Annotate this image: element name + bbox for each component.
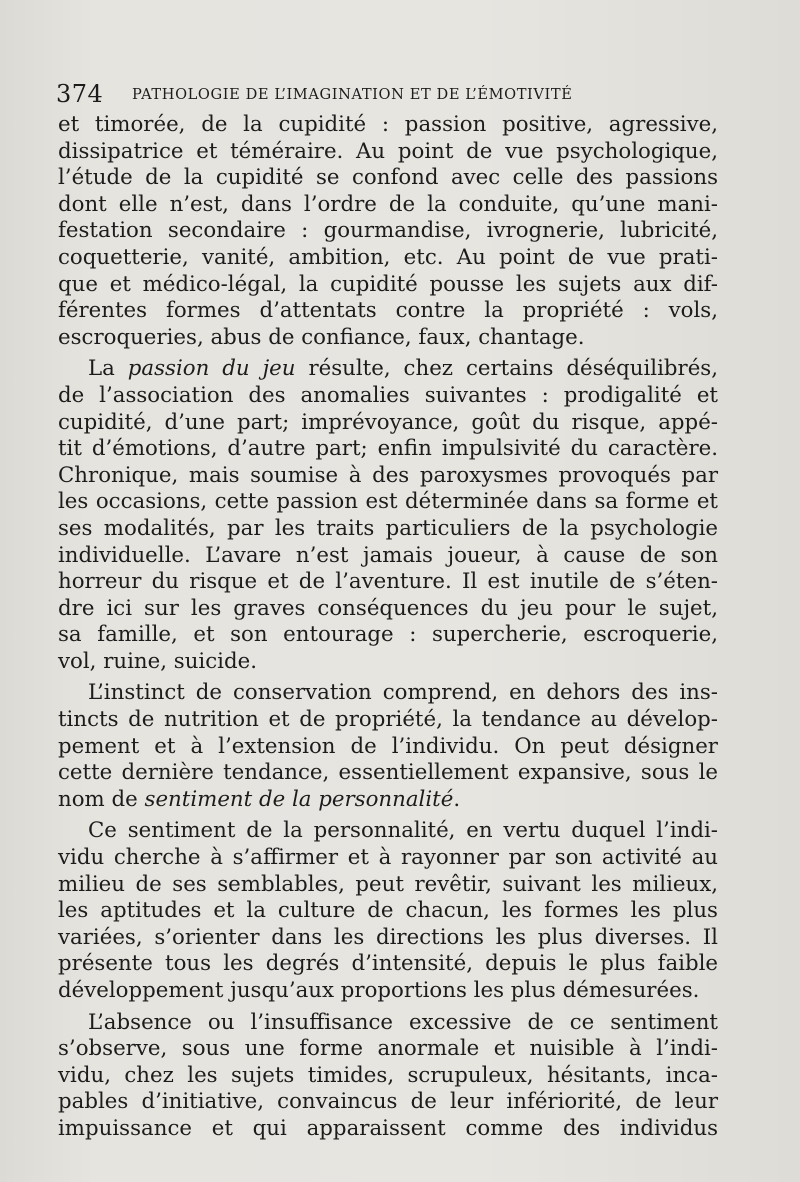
paragraph <box>58 112 718 351</box>
text-line: vidu cherche à s’affirmer et à rayonner par son activité au <box>58 845 718 871</box>
paragraph <box>58 356 718 675</box>
italic-term: sentiment de la personnalité <box>144 786 454 812</box>
text-line: L’absence ou l’insuffisance excessive de ce sentiment <box>88 1009 718 1035</box>
text-line: festation secondaire : gourmandise, ivrognerie, lubricité, <box>58 218 718 244</box>
text-line: Chronique, mais soumise à des paroxysmes provoqués par <box>58 462 718 488</box>
text-line <box>58 356 718 383</box>
text-line: et timorée, de la cupidité : passion positive, agressive, <box>58 112 718 137</box>
text-line: coquetterie, vanité, ambition, etc. Au point de vue prati- <box>58 244 718 270</box>
text-line: vol, ruine, suicide. <box>58 648 257 674</box>
paragraph <box>58 818 718 1004</box>
italic-term: passion du jeu <box>127 356 296 382</box>
paragraph <box>58 1010 718 1143</box>
text-line: sa famille, et son entourage : supercherie, escroquerie, <box>58 622 718 648</box>
text-line: escroqueries, abus de confiance, faux, chantage. <box>58 324 585 350</box>
text-line: milieu de ses semblables, peut revêtir, suivant les milieux, <box>58 871 718 897</box>
text-line: dont elle n’est, dans l’ordre de la conduite, qu’une mani- <box>58 191 718 217</box>
body-text <box>58 112 718 1148</box>
page-number: 374 <box>56 80 104 108</box>
text-line: férentes formes d’attentats contre la propriété : vols, <box>58 298 718 324</box>
text-run: résulte, chez certains déséquilibrés, <box>295 356 719 382</box>
text-run: La <box>88 356 128 382</box>
text-line: que et médico-légal, la cupidité pousse les sujets aux dif- <box>58 271 718 297</box>
text-line: pables d’initiative, convaincus de leur infériorité, de leur <box>58 1089 718 1115</box>
text-line: Ce sentiment de la personnalité, en vertu duquel l’indi- <box>88 818 718 844</box>
text-line: de l’association des anomalies suivantes : prodigalité et <box>58 382 718 408</box>
text-line: les occasions, cette passion est déterminée dans sa forme et <box>58 489 718 515</box>
text-line: impuissance et qui apparaissent comme des individus <box>58 1115 718 1141</box>
text-line: horreur du risque et de l’aventure. Il est inutile de s’éten- <box>58 569 718 595</box>
text-line: tit d’émotions, d’autre part; enfin impulsivité du caractère. <box>58 436 718 462</box>
text-line <box>58 787 718 814</box>
text-run: nom de <box>58 786 145 812</box>
text-line: cupidité, d’une part; imprévoyance, goût du risque, appé- <box>58 409 718 435</box>
text-line: dissipatrice et téméraire. Au point de vue psychologique, <box>58 138 718 164</box>
text-run: . <box>453 786 461 812</box>
text-line: cette dernière tendance, essentiellement expansive, sous le <box>58 760 718 786</box>
text-line: s’observe, sous une forme anormale et nuisible à l’indi- <box>58 1036 718 1062</box>
running-head <box>56 80 736 110</box>
text-line: L’instinct de conservation comprend, en dehors des ins- <box>88 680 718 706</box>
text-line: variées, s’orienter dans les directions les plus diverses. Il <box>58 924 718 950</box>
text-line: ses modalités, par les traits particuliers de la psychologie <box>58 515 718 541</box>
text-line: pement et à l’extension de l’individu. On peut désigner <box>58 733 718 759</box>
text-line: les aptitudes et la culture de chacun, les formes les plus <box>58 898 718 924</box>
text-line: individuelle. L’avare n’est jamais joueur, à cause de son <box>58 542 718 568</box>
text-line: présente tous les degrés d’intensité, depuis le plus faible <box>58 951 718 977</box>
running-title: PATHOLOGIE DE L’IMAGINATION ET DE L’ÉMOTIVITÉ <box>132 86 573 103</box>
text-line: l’étude de la cupidité se confond avec celle des passions <box>58 165 718 191</box>
text-line: développement jusqu’aux proportions les plus démesurées. <box>58 978 700 1003</box>
text-line: dre ici sur les graves conséquences du jeu pour le sujet, <box>58 595 718 621</box>
paragraph <box>58 680 718 813</box>
text-line: vidu, chez les sujets timides, scrupuleux, hésitants, inca- <box>58 1062 718 1088</box>
text-line: tincts de nutrition et de propriété, la tendance au dévelop- <box>58 707 718 733</box>
